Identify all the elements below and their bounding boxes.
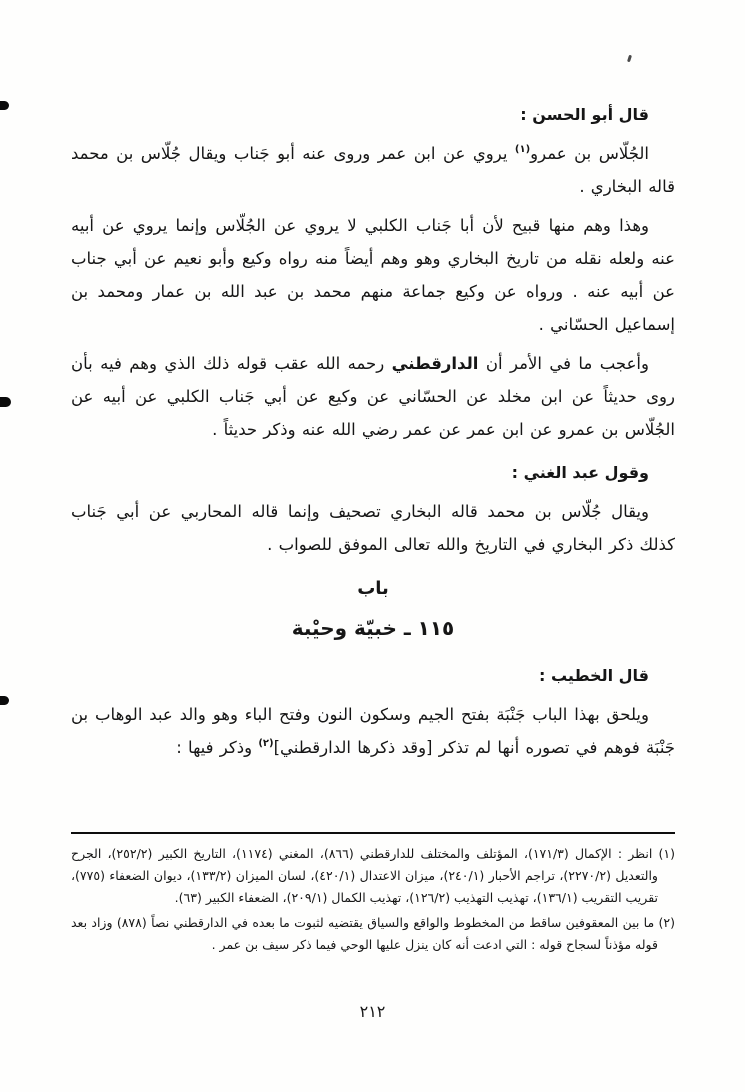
- main-text-block: [71, 88, 675, 764]
- paragraph-wahm: وهذا وهم منها قبيح لأن أبا جَناب الكلبي لا يروي عن الجُلّاس وإنما يروي عن أبيه عنه ولعله نقله من تاريخ البخاري وهو وهم أيضاً منه رواه وكيع وأبو نعيم عن أبي جناب عن أبيه عنه . ورواه عن وكيع جماعة منهم محمد بن عبد الله بن عمار ومحمد بن إسماعيل الحسّاني .: [71, 216, 675, 334]
- paragraph-ajab: [71, 347, 675, 446]
- text-run: ويلحق بهذا الباب جَنْبَة بفتح الجيم وسكون النون وفتح الباء وهو والد عبد الوهاب بن جَنْبَة فوهم في تصوره أنها لم تذكر [وقد ذكرها الدارقطني]: [71, 705, 675, 757]
- text-run: رحمه الله عقب قوله ذلك الذي وهم فيه بأن روى حديثاً عن ابن مخلد عن الحسّاني عن وكيع عن أبي جَناب الكلبي عن أبيه عن الجُلّاس بن عمرو عن ابن عمر عن عمر رضي الله عنه وذكر حديثاً .: [71, 354, 675, 439]
- chapter-heading: [71, 571, 675, 649]
- page-number: ٢١٢: [359, 1002, 386, 1021]
- text-run: الجُلّاس بن عمرو: [530, 144, 649, 163]
- attribution-abu-alhasan: قال أبو الحسن :: [520, 105, 649, 124]
- text-run: وأعجب ما في الأمر أن: [478, 354, 649, 373]
- footnote-ref-2: (٢): [258, 738, 274, 749]
- scan-ink-mark: [0, 397, 11, 407]
- scan-speck: [627, 55, 632, 63]
- scan-ink-mark: [0, 696, 9, 705]
- footnotes-section: [71, 832, 675, 959]
- chapter-title: ١١٥ ـ خبيّة وحيْبة: [291, 616, 455, 640]
- chapter-bab-label: باب: [357, 578, 389, 599]
- text-run: يروي عن ابن عمر وروى عنه أبو جَناب ويقال جُلّاس بن محمد قاله البخاري .: [71, 144, 675, 196]
- paragraph-qawl: ويقال جُلّاس بن محمد قاله البخاري تصحيف وإنما قاله المحاربي عن أبي جَناب كذلك ذكر البخاري في التاريخ والله تعالى الموفق للصواب .: [71, 502, 675, 554]
- text-run: وذكر فيها :: [176, 738, 259, 757]
- text-run-bold-daraqutni: الدارقطني: [391, 354, 479, 373]
- attribution-abd-alghani: وقول عبد الغني :: [511, 463, 649, 482]
- paragraph-jullas-ibn-amr: [71, 137, 675, 203]
- footnote-ref-1: (١): [514, 144, 531, 155]
- footnote-2: (٢) ما بين المعقوفين ساقط من المخطوط والواقع والسياق يقتضيه لثبوت ما بعده في الدارقطني نصاً (٨٧٨) وزاد بعد قوله مؤذناً لسجاح قوله : التي ادعت أنه كان ينزل عليها الوحي فيما ذكر سيف بن عمر .: [71, 915, 675, 952]
- footnote-1: (١) انظر : الإكمال (١٧١/٣)، المؤتلف والمختلف للدارقطني (٨٦٦)، المغني (١١٧٤)، التاريخ الكبير (٢٥٢/٢)، الجرح والتعديل (٢٢٧٠/٢)، تراجم الأحبار (٢٤٠/١)، ميزان الاعتدال (٤٢٠/١)، لسان الميزان (١٣٣/٢)، ديوان الضعفاء (٧٧٥)، تقريب التقريب (١٣٦/١)، تهذيب التهذيب (١٢٦/٢)، تهذيب الكمال (٢٠٩/١)، الضعفاء الكبير (٦٣).: [71, 846, 676, 905]
- attribution-alkhatib: قال الخطيب :: [539, 666, 649, 685]
- paragraph-yulhaq: [71, 698, 675, 764]
- scan-ink-mark: [0, 101, 9, 110]
